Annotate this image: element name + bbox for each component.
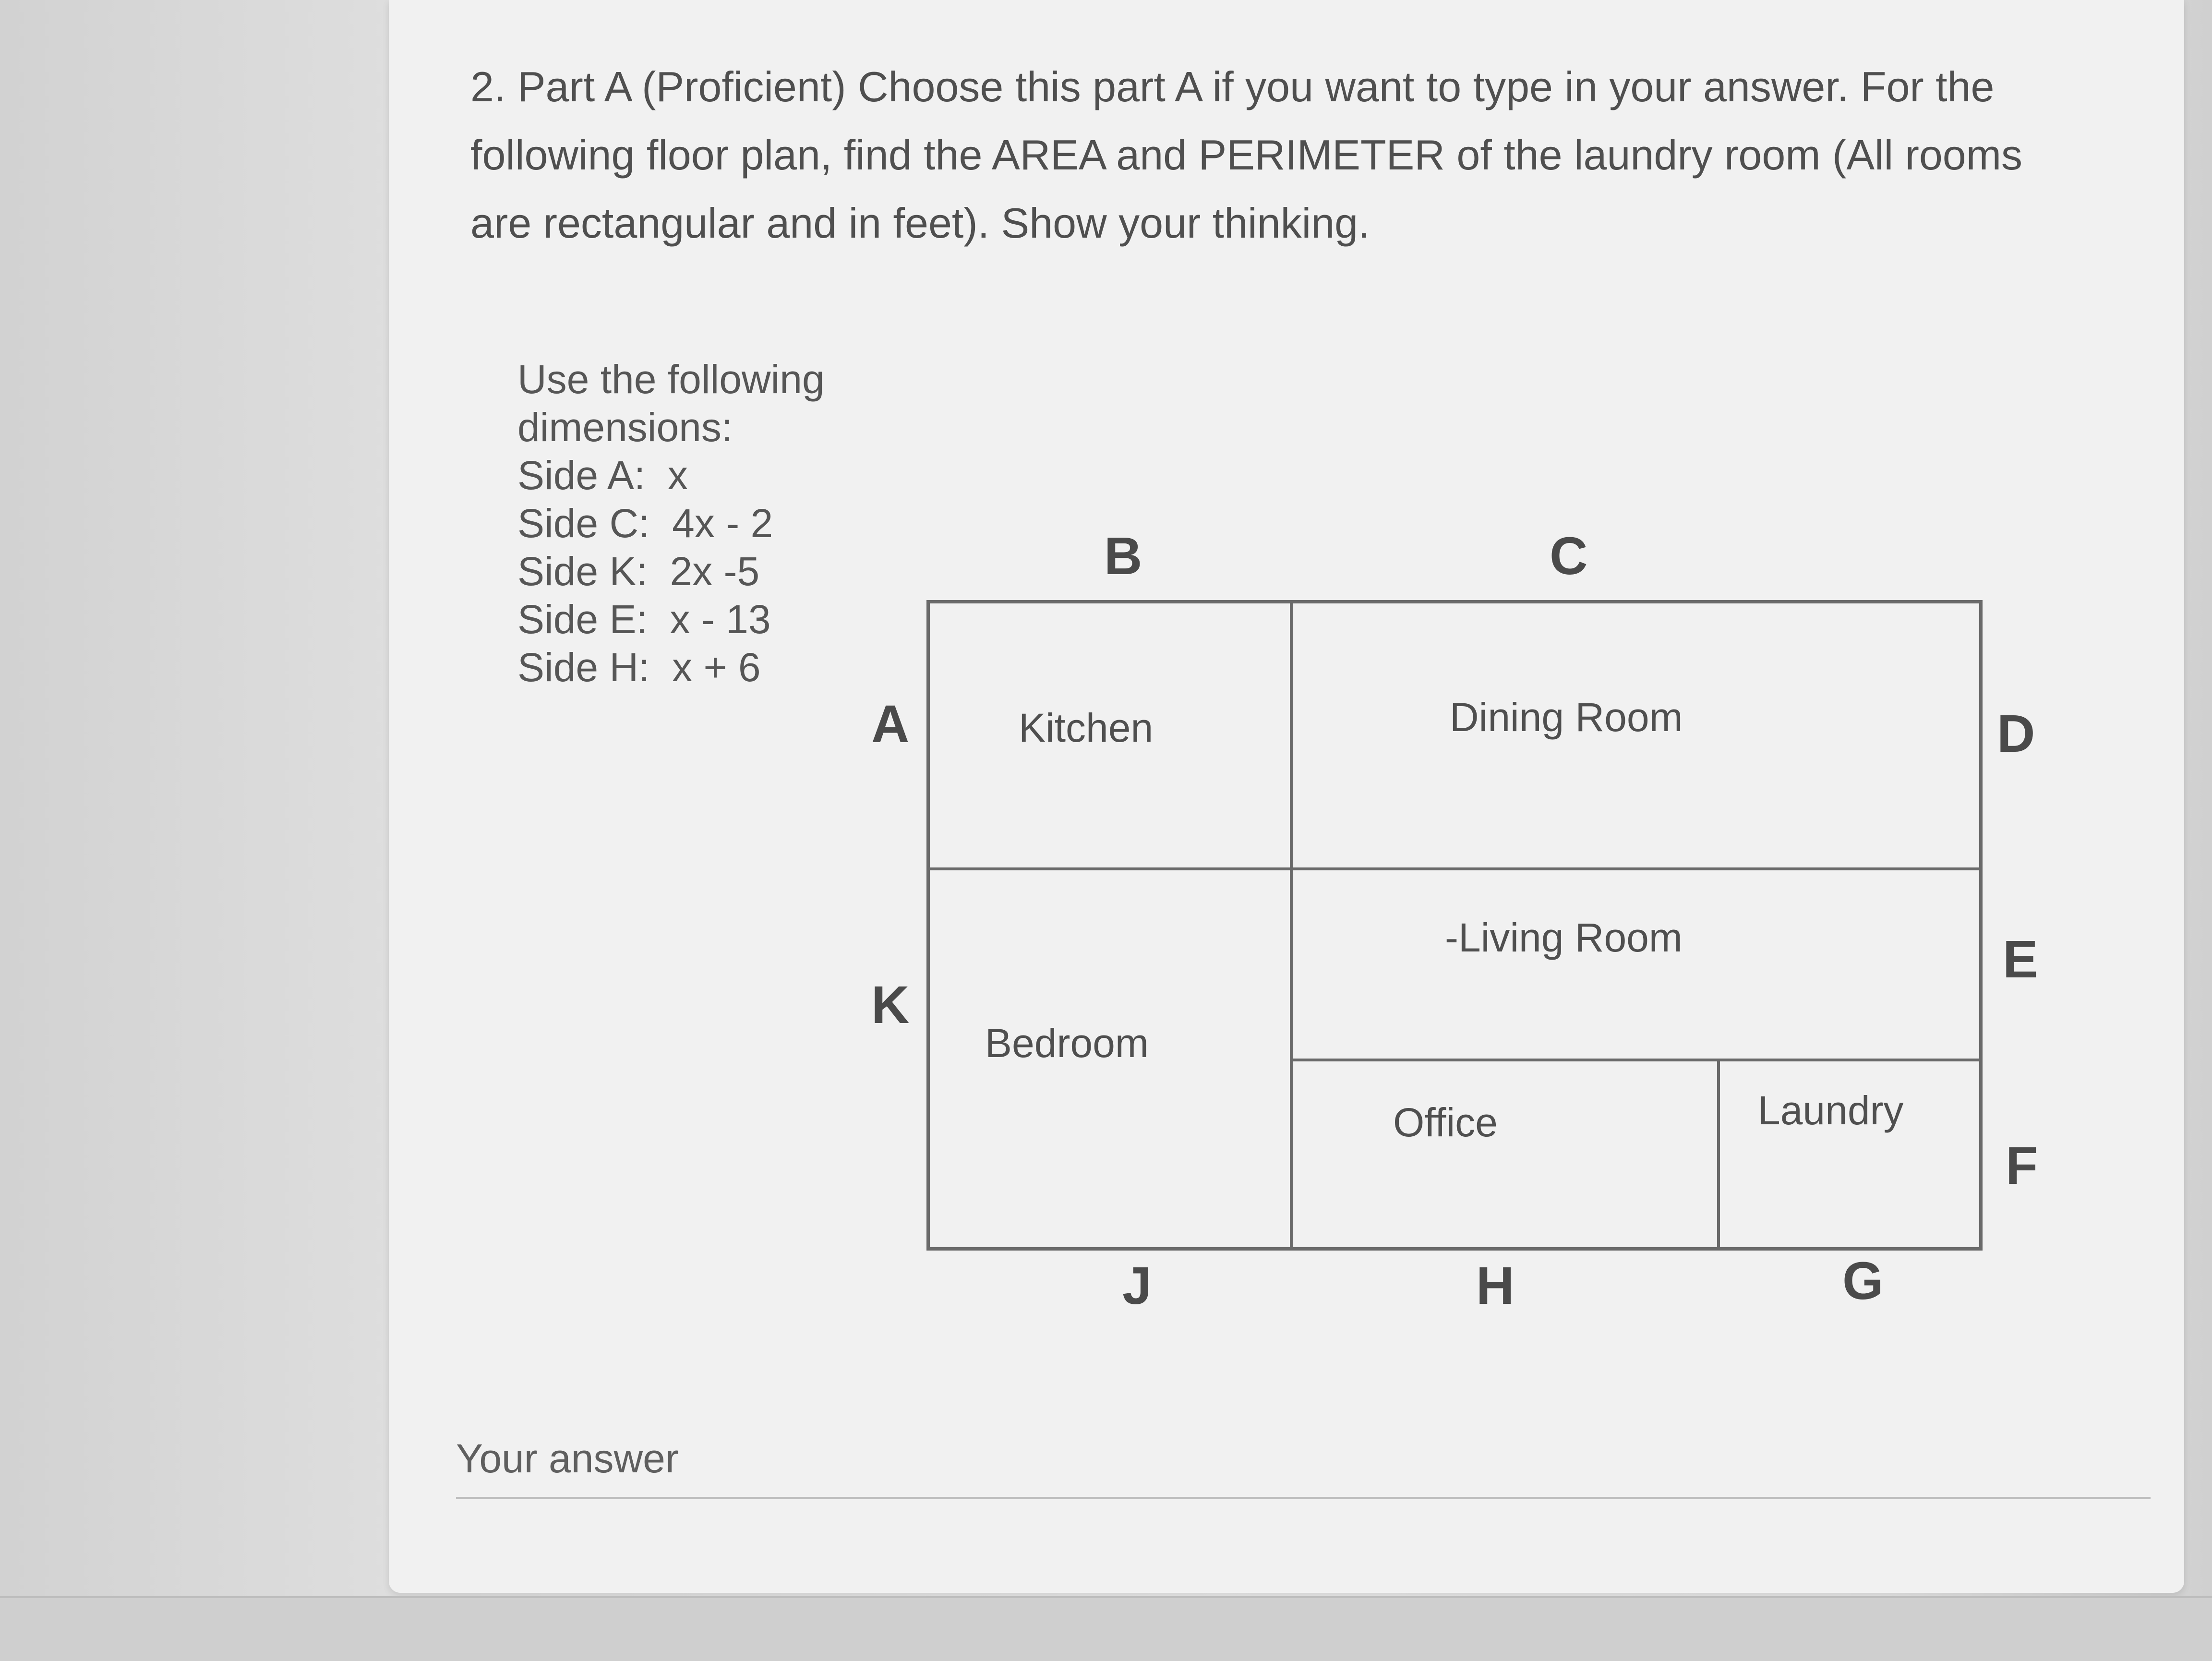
answer-input-placeholder[interactable]: Your answer [456,1436,679,1481]
dimensions-panel [517,355,863,691]
room-label-office: Office [1393,1100,1498,1145]
question-text: 2. Part A (Proficient) Choose this part A if you want to type in your answer. For the following floor plan, find the AREA and PERIMETER of the laundry room (All rooms are rectangular and in feet). Show your thinking. [470,63,2023,247]
room-label-bedroom: Bedroom [985,1021,1149,1066]
wall-vertical-laundry [1717,1059,1720,1247]
room-label-living: -Living Room [1445,915,1683,960]
wall-horizontal-living [1291,1059,1979,1061]
room-label-kitchen: Kitchen [1019,705,1154,750]
side-label-e: E [2003,930,2038,989]
room-label-dining: Dining Room [1450,695,1683,740]
dimension-side-a: Side A: x [517,453,688,498]
dimensions-heading-2: dimensions: [517,405,733,450]
side-label-f: F [2006,1136,2038,1195]
side-label-b: B [1104,527,1142,586]
side-label-g: G [1842,1252,1884,1311]
dimension-side-e: Side E: x - 13 [517,597,771,642]
answer-input-underline[interactable] [456,1497,2151,1499]
side-label-j: J [1122,1256,1152,1315]
side-label-d: D [1997,704,2035,763]
bottom-bar [0,1596,2212,1661]
side-label-h: H [1476,1256,1515,1315]
side-label-c: C [1550,527,1588,586]
side-label-k: K [871,975,910,1035]
side-label-a: A [871,695,910,754]
dimension-side-k: Side K: 2x -5 [517,549,760,594]
room-label-laundry: Laundry [1758,1088,1904,1133]
dimension-side-h: Side H: x + 6 [517,645,761,690]
wall-vertical-left [1290,603,1293,1247]
dimension-side-c: Side C: 4x - 2 [517,501,773,546]
dimensions-heading: Use the following [517,357,825,402]
wall-horizontal-top [930,867,1979,870]
